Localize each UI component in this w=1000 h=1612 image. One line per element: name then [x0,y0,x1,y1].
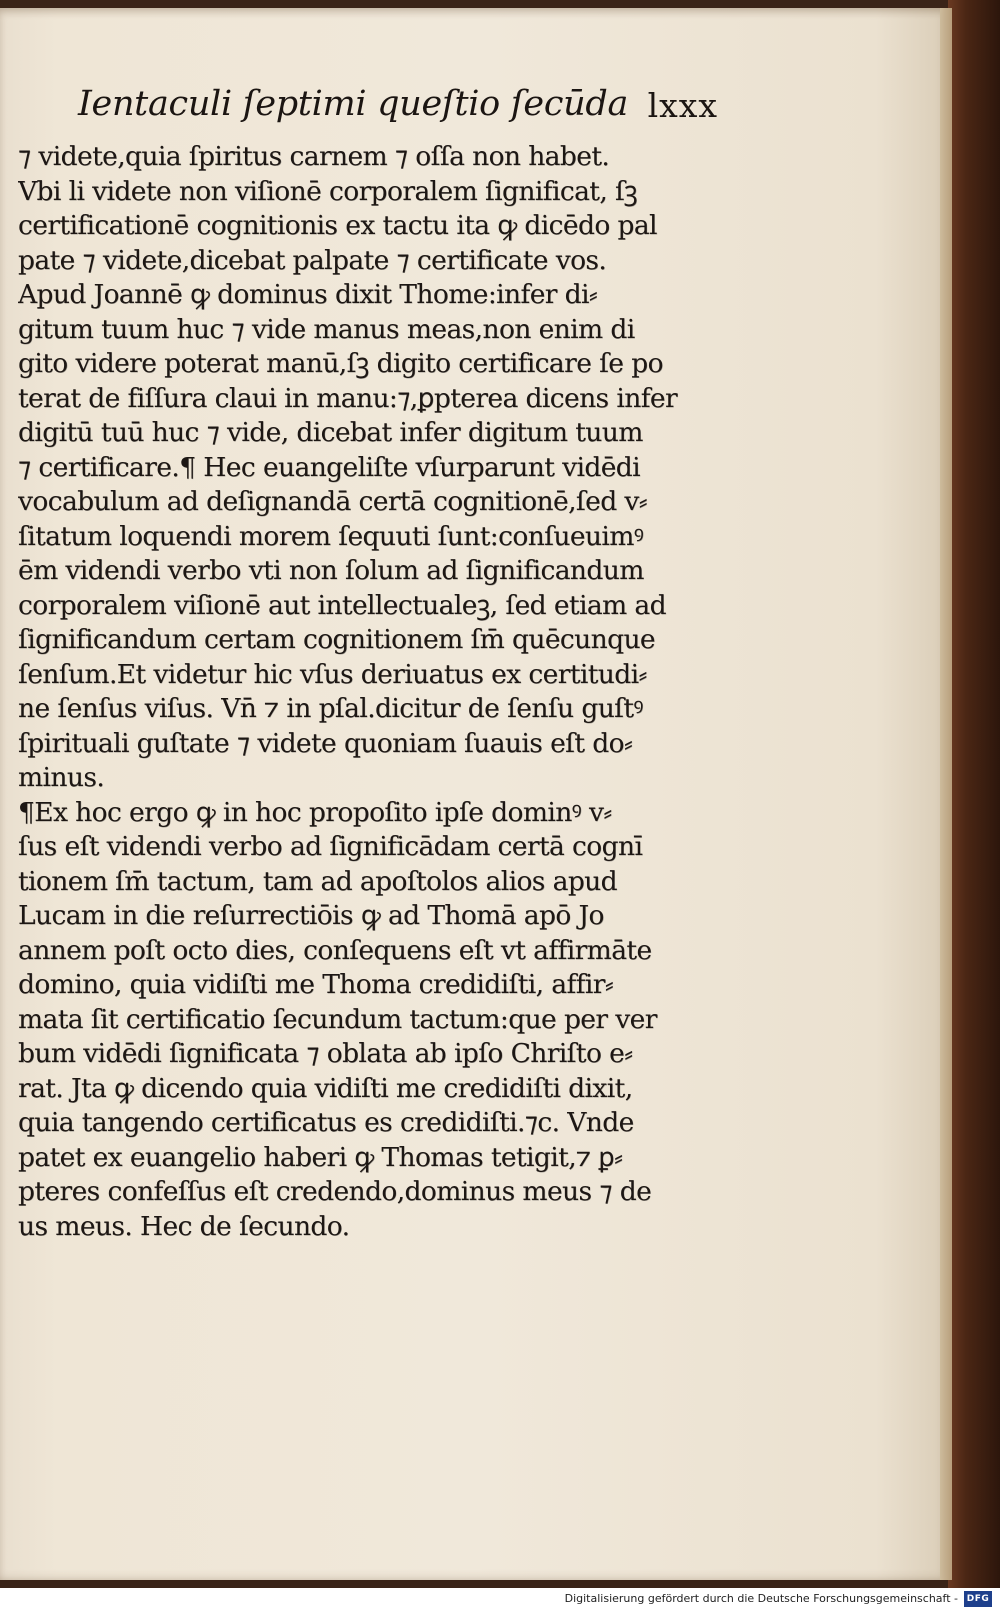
text-line: pteres confeſſus eſt credendo,dominus meus ⁊ de [18,1176,652,1207]
text-line: ēm videndi verbo vti non ſolum ad ſignificandum [18,555,644,586]
text-line: domino, quia vidiſti me Thoma credidiſti, affir⸗ [18,969,614,1000]
text-line: quia tangendo certificatus es credidiſti.⁊c. Vnde [18,1107,634,1138]
text-line: ſitatum loquendi morem ſequuti ſunt:conſueuimꝰ [18,520,644,552]
text-line: annem poſt octo dies, conſequens eſt vt affirmāte [18,934,652,966]
dfg-logo: DFG [964,1591,992,1607]
text-line: minus. [18,762,105,793]
text-line: Vbi li videte non viſionē corporalem ſignificat, ſꝫ [18,175,638,207]
text-line: tionem ſm̄ tactum, tam ad apoſtolos alios apud [18,865,618,897]
text-block [18,140,728,1244]
text-line: ſignificandum certam cognitionem ſm̄ quēcunque [18,624,656,655]
book-binding [948,0,1000,1588]
text-line: ⁊ certificare.¶ Hec euangeliſte vſurparunt vidēdi [18,451,641,483]
text-line: digitū tuū huc ⁊ vide, dicebat infer digitum tuum [18,417,643,448]
text-line: ⁊ videte,quia ſpiritus carnem ⁊ oſſa non habet. [18,141,610,172]
text-line: gitum tuum huc ⁊ vide manus meas,non enim di [18,313,635,345]
text-line: ſpirituali guſtate ⁊ videte quoniam ſuauis eſt do⸗ [18,727,633,759]
text-line: vocabulum ad deſignandā certā cognitionē,ſed v⸗ [18,486,647,517]
text-line: pate ⁊ videte,dicebat palpate ⁊ certificate vos. [18,244,607,276]
footer-bar [0,1588,1000,1612]
page-header [68,80,718,134]
text-line: ſenſum.Et videtur hic vſus deriuatus ex certitudi⸗ [18,658,647,690]
running-title: Ientaculi ſeptimi queſtio ſecūda [78,84,629,124]
text-line: patet ex euangelio haberi ꝙ Thomas tetigit,⁊ ꝑ⸗ [18,1141,623,1173]
text-line: gito videre poterat manū,ſꝫ digito certificare ſe po [18,348,663,379]
text-line: bum vidēdi ſignificata ⁊ oblata ab ipſo Chriſto e⸗ [18,1038,633,1069]
footer-credit: Digitalisierung gefördert durch die Deutsche Forschungsgemeinschaft - [564,1592,958,1605]
text-line: ne ſenſus viſus. Vn̄ ⁊ in pſal.dicitur de ſenſu guſtꝰ [18,693,643,724]
text-line: ¶Ex hoc ergo ꝙ in hoc propoſito ipſe dominꝰ v⸗ [18,796,612,828]
page-edge [940,8,952,1580]
text-line: ſus eſt videndi verbo ad ſignificādam certā cognī [18,831,643,862]
text-line: mata ſit certificatio ſecundum tactum:que per ver [18,1003,657,1035]
text-line: Lucam in die reſurrectiōis ꝙ ad Thomā apō Jo [18,900,604,931]
text-line: rat. Jta ꝙ dicendo quia vidiſti me credidiſti dixit, [18,1072,633,1104]
text-line: terat de fiſſura claui in manu:⁊,ꝑpterea dicens infer [18,382,678,414]
text-line: Apud Joannē ꝙ dominus dixit Thome:infer di⸗ [18,279,598,310]
text-line: certificationē cognitionis ex tactu ita ꝙ dicēdo pal [18,210,657,241]
text-line: us meus. Hec de ſecundo. [18,1210,350,1242]
text-line: corporalem viſionē aut intellectualeꝫ, ſed etiam ad [18,589,666,621]
folio-number: lxxx [647,86,718,125]
